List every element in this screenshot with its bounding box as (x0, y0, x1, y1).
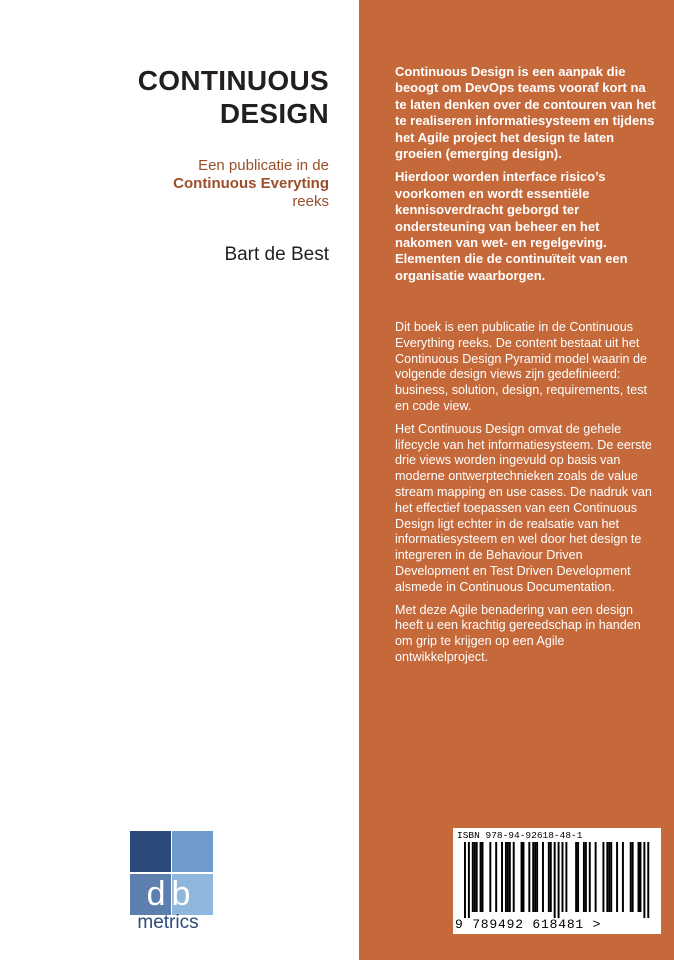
barcode-bar (562, 842, 564, 912)
barcode-bar (602, 842, 604, 912)
barcode-bar (630, 842, 632, 912)
barcode-bar (638, 842, 640, 912)
barcode-bar (532, 842, 534, 912)
barcode-bar (523, 842, 525, 912)
barcode-bar (647, 842, 649, 918)
publisher-logo (124, 831, 212, 933)
barcode-bar (489, 842, 491, 912)
barcode-bar (472, 842, 474, 912)
barcode-bar (550, 842, 552, 912)
barcode-bar (513, 842, 515, 912)
logo-wordmark: metrics (137, 912, 199, 933)
barcode-bar (575, 842, 577, 912)
barcode-bar (585, 842, 587, 912)
logo-square (130, 831, 171, 872)
barcode-bars (453, 842, 661, 920)
barcode-bar (501, 842, 503, 912)
barcode-bar (464, 842, 466, 918)
logo-square (172, 831, 213, 872)
subtitle-line-1: Een publicatie in de (198, 157, 329, 174)
isbn-barcode (453, 828, 661, 934)
barcode-bar (528, 842, 530, 912)
barcode-bar (495, 842, 497, 912)
barcode-bar (507, 842, 509, 912)
isbn-label: ISBN 978-94-92618-48-1 (457, 830, 583, 841)
barcode-bar (536, 842, 538, 912)
barcode-bar (480, 842, 482, 912)
barcode-bar (608, 842, 610, 912)
barcode-bar (595, 842, 597, 912)
author-name: Bart de Best (224, 244, 329, 265)
book-title-line-1: CONTINUOUS (137, 65, 329, 96)
barcode-digits: 9 789492 618481 > (455, 917, 602, 932)
summary-block (395, 64, 657, 291)
barcode-bar (589, 842, 591, 912)
summary-paragraph: Continuous Design is een aanpak die beoogt om DevOps teams vooraf kort na te laten denken over de contouren van het te realiseren informatiesysteem en tijdens het Agile project het design te laten groeien (emerging design). (395, 64, 656, 162)
summary-paragraph: Hierdoor worden interface risico’s voorkomen en wordt essentiële kennisoverdracht geborgd ter ondersteuning van beheer en het nakomen van wet- en regelgeving. Elementen die de continuïteit van een organisatie waarborgen. (395, 169, 628, 283)
barcode-bar (643, 842, 645, 918)
barcode-bar (476, 842, 478, 912)
barcode-bar (616, 842, 618, 912)
barcode-bar (640, 842, 642, 912)
series-name: Continuous Everyting (173, 175, 329, 192)
description-paragraph: Dit boek is een publicatie in de Continuous Everything reeks. De content bestaat uit het Continuous Design Pyramid model waarin de volgende design views zijn gedefinieerd: business, solution, design, requirements, test en code view. (395, 320, 648, 413)
barcode-bar (577, 842, 579, 912)
description-paragraph: Met deze Agile benadering van een design heeft u een krachtig gereedschap in handen om grip te krijgen op een Agile ontwikkelproject. (395, 602, 641, 664)
barcode-bar (583, 842, 585, 912)
barcode-bar (468, 842, 470, 918)
barcode-bar (554, 842, 556, 918)
barcode-bar (558, 842, 560, 918)
barcode-bar (622, 842, 624, 912)
barcode-bar (505, 842, 507, 912)
description-paragraph: Het Continuous Design omvat de gehele lifecycle van het informatiesysteem. De eerste drie views worden ingevuld op basis van moderne ontwerptechnieken zoals de value stream mapping en use cases. De nadruk van het effectief toepassen van een Continuous Design ligt echter in de realsatie van het informatiesysteem en wel door het design te integreren in de Behaviour Driven Development en Test Driven Development alsmede in Continuous Documentation. (395, 421, 652, 594)
logo-letters: db (146, 875, 197, 913)
book-subtitle (49, 157, 329, 211)
barcode-bar (482, 842, 484, 912)
barcode-bar (474, 842, 476, 912)
book-title (49, 64, 329, 130)
barcode-bar (565, 842, 567, 912)
barcode-bar (610, 842, 612, 912)
barcode-bar (534, 842, 536, 912)
barcode-bar (548, 842, 550, 912)
subtitle-line-3: reeks (292, 193, 329, 210)
barcode-bar (632, 842, 634, 912)
barcode-bar (606, 842, 608, 912)
barcode-bar (521, 842, 523, 912)
description-block (395, 320, 657, 673)
book-title-line-2: DESIGN (219, 98, 329, 129)
barcode-bar (542, 842, 544, 912)
barcode-bar (509, 842, 511, 912)
